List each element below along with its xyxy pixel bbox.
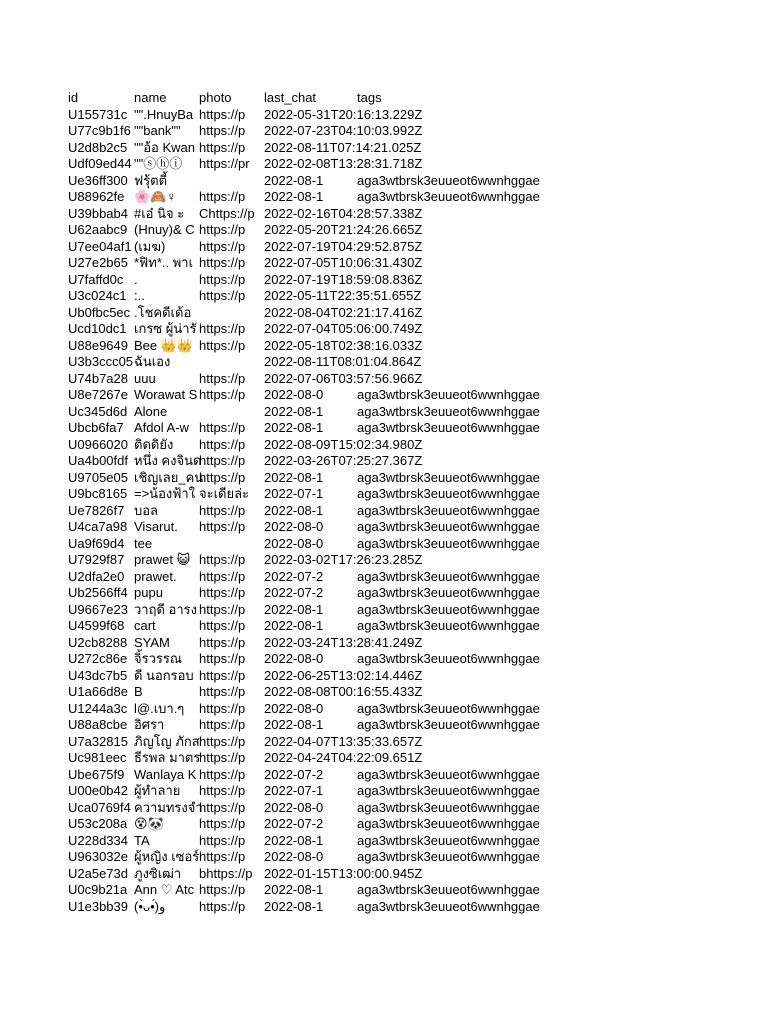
- cell-photo: https://p: [199, 684, 246, 699]
- cell-id: U1e3bb39: [68, 898, 128, 914]
- cell-name: uuu: [134, 370, 156, 386]
- cell-tags: aga3wtbrsk3euueot6wwnhggae: [357, 601, 540, 617]
- cell-id: U3c024c1: [68, 288, 127, 303]
- cell-last-chat: 2022-08-1: [264, 618, 324, 633]
- cell-name: ภิญโญ ภักส: [134, 733, 200, 749]
- cell-id: U7faffd0c: [68, 271, 124, 287]
- cell-name: ภูงซิเฒ่า: [134, 865, 182, 881]
- cell-id: U272c86e: [68, 651, 128, 666]
- cell-name: จิ้รวรรณ: [134, 651, 182, 666]
- cell-last-chat: 2022-04-07T13:35:33.657Z: [264, 733, 423, 749]
- cell-name: เชิญเลย_คน: [134, 469, 204, 485]
- cell-id: U9bc8165: [68, 486, 128, 501]
- cell-photo: https://p: [199, 849, 246, 864]
- cell-photo: https://p: [199, 585, 246, 600]
- cell-id: U2d8b2c5: [68, 139, 128, 155]
- cell-name: (Hnuy)& C: [134, 222, 195, 237]
- cell-tags: aga3wtbrsk3euueot6wwnhggae: [357, 387, 540, 402]
- cell-id: Ub2566ff4: [68, 585, 128, 600]
- cell-last-chat: 2022-01-15T13:00:00.945Z: [264, 865, 423, 881]
- cell-id: U77c9b1f6: [68, 123, 131, 138]
- cell-id: U4ca7a98: [68, 519, 128, 534]
- cell-name: Visarut.: [134, 519, 178, 534]
- column-header-id: id: [68, 90, 79, 105]
- cell-tags: aga3wtbrsk3euueot6wwnhggae: [357, 898, 540, 914]
- cell-tags: aga3wtbrsk3euueot6wwnhggae: [357, 420, 540, 435]
- cell-id: U00e0b42: [68, 783, 128, 798]
- cell-id: U1a66d8e: [68, 684, 128, 699]
- cell-name: ติดดิยัง: [134, 436, 174, 452]
- cell-name: l@.เบา.ๆ: [134, 700, 185, 716]
- cell-id: U155731c: [68, 106, 128, 122]
- cell-last-chat: 2022-04-24T04:22:09.651Z: [264, 750, 423, 765]
- cell-photo: https://p: [199, 519, 246, 534]
- cell-tags: aga3wtbrsk3euueot6wwnhggae: [357, 535, 540, 551]
- cell-tags: aga3wtbrsk3euueot6wwnhggae: [357, 568, 540, 584]
- cell-last-chat: 2022-03-02T17:26:23.285Z: [264, 552, 423, 567]
- cell-tags: aga3wtbrsk3euueot6wwnhggae: [357, 403, 540, 419]
- cell-photo: https://p: [199, 139, 246, 155]
- cell-name: หนึ่ง คงจินด: [134, 453, 202, 468]
- cell-last-chat: 2022-08-1: [264, 403, 324, 419]
- cell-last-chat: 2022-08-11T08:01:04.864Z: [264, 354, 422, 369]
- cell-id: Udf09ed44: [68, 156, 132, 171]
- cell-name: ธีรพล มาตร: [134, 750, 201, 765]
- cell-id: U0c9b21a: [68, 882, 128, 897]
- cell-id: Ua9f69d4: [68, 535, 125, 551]
- cell-photo: https://p: [199, 123, 246, 138]
- cell-name: prawet 😺: [134, 552, 191, 567]
- cell-name: ผู้หญิง เซอร์: [134, 849, 200, 864]
- cell-photo: https://p: [199, 799, 246, 815]
- cell-photo: https://p: [199, 618, 246, 633]
- cell-id: U1244a3c: [68, 700, 128, 716]
- cell-id: U88a8cbe: [68, 717, 128, 732]
- cell-id: U7ee04af1: [68, 238, 132, 254]
- cell-id: U88e9649: [68, 337, 128, 353]
- cell-photo: https://p: [199, 568, 246, 584]
- cell-photo: https://p: [199, 453, 246, 468]
- cell-name: ดี นอกรอบ: [134, 667, 194, 683]
- cell-name: ฉันเอง: [134, 354, 171, 369]
- cell-last-chat: 2022-05-11T22:35:51.655Z: [264, 288, 422, 303]
- cell-last-chat: 2022-08-1: [264, 502, 324, 518]
- cell-name: ฟรุ้ตตี้: [134, 172, 168, 188]
- cell-tags: aga3wtbrsk3euueot6wwnhggae: [357, 816, 540, 831]
- cell-last-chat: 2022-02-16T04:28:57.338Z: [264, 205, 423, 221]
- cell-last-chat: 2022-08-1: [264, 469, 324, 485]
- cell-id: U7929f87: [68, 552, 125, 567]
- cell-name: cart: [134, 618, 156, 633]
- cell-id: U3b3ccc05: [68, 354, 134, 369]
- cell-last-chat: 2022-08-11T07:14:21.025Z: [264, 139, 422, 155]
- cell-last-chat: 2022-05-20T21:24:26.665Z: [264, 222, 423, 237]
- cell-tags: aga3wtbrsk3euueot6wwnhggae: [357, 849, 540, 864]
- cell-photo: https://p: [199, 288, 246, 303]
- cell-photo: https://p: [199, 436, 246, 452]
- cell-photo: https://p: [199, 750, 246, 765]
- cell-photo: https://p: [199, 387, 246, 402]
- cell-name: Worawat S: [134, 387, 198, 402]
- cell-last-chat: 2022-06-25T13:02:14.446Z: [264, 667, 423, 683]
- cell-last-chat: 2022-08-0: [264, 799, 324, 815]
- cell-photo: https://p: [199, 766, 246, 782]
- cell-name: pupu: [134, 585, 163, 600]
- cell-name: 🌸🙈♀: [134, 189, 177, 204]
- cell-photo: https://p: [199, 337, 246, 353]
- cell-photo: https://pr: [199, 156, 250, 171]
- cell-photo: https://p: [199, 238, 246, 254]
- cell-last-chat: 2022-08-1: [264, 601, 324, 617]
- cell-last-chat: 2022-05-18T02:38:16.033Z: [264, 337, 423, 353]
- cell-name: (เมฆ): [134, 238, 166, 254]
- cell-last-chat: 2022-07-04T05:06:00.749Z: [264, 321, 423, 336]
- cell-photo: https://p: [199, 898, 246, 914]
- cell-photo: https://p: [199, 420, 246, 435]
- cell-id: U9667e23: [68, 601, 128, 617]
- cell-tags: aga3wtbrsk3euueot6wwnhggae: [357, 469, 540, 485]
- cell-name: (•̀ᴗ•́)و: [134, 898, 166, 914]
- cell-name: "".HnuyBa: [134, 106, 194, 122]
- cell-tags: aga3wtbrsk3euueot6wwnhggae: [357, 486, 540, 501]
- cell-photo: https://p: [199, 222, 246, 237]
- cell-id: Uc981eec: [68, 750, 127, 765]
- cell-last-chat: 2022-08-1: [264, 898, 324, 914]
- cell-last-chat: 2022-08-09T15:02:34.980Z: [264, 436, 423, 452]
- cell-name: .โชคดีเด้อ: [134, 304, 192, 320]
- cell-last-chat: 2022-08-1: [264, 189, 324, 204]
- cell-tags: aga3wtbrsk3euueot6wwnhggae: [357, 832, 540, 848]
- cell-photo: https://p: [199, 717, 246, 732]
- cell-photo: https://p: [199, 469, 246, 485]
- cell-photo: https://p: [199, 634, 246, 650]
- cell-last-chat: 2022-08-1: [264, 172, 324, 188]
- cell-photo: https://p: [199, 832, 246, 848]
- cell-last-chat: 2022-07-05T10:06:31.430Z: [264, 255, 423, 270]
- cell-id: U53c208a: [68, 816, 128, 831]
- cell-id: U228d334: [68, 832, 128, 848]
- cell-id: U39bbab4: [68, 205, 128, 221]
- cell-id: U2a5e73d: [68, 865, 128, 881]
- cell-name: prawet.: [134, 568, 177, 584]
- cell-name: 😵🐼: [134, 816, 164, 831]
- cell-tags: aga3wtbrsk3euueot6wwnhggae: [357, 189, 540, 204]
- cell-tags: aga3wtbrsk3euueot6wwnhggae: [357, 585, 540, 600]
- cell-photo: https://p: [199, 816, 246, 831]
- cell-name: Bee 👑👑: [134, 337, 194, 353]
- cell-name: #เอ๋ นิจ ะ: [134, 205, 185, 221]
- cell-photo: https://p: [199, 700, 246, 716]
- cell-name: *ฟิท*.. พาเ: [134, 255, 194, 270]
- column-header-name: name: [134, 90, 167, 105]
- cell-last-chat: 2022-08-0: [264, 849, 324, 864]
- cell-last-chat: 2022-07-1: [264, 783, 324, 798]
- cell-photo: bhttps://p: [199, 865, 253, 881]
- cell-id: Ucd10dc1: [68, 321, 127, 336]
- cell-id: Uc345d6d: [68, 403, 128, 419]
- cell-id: Ue36ff300: [68, 172, 128, 188]
- cell-photo: https://p: [199, 502, 246, 518]
- cell-name: วาฤดี อารง: [134, 601, 197, 617]
- cell-tags: aga3wtbrsk3euueot6wwnhggae: [357, 783, 540, 798]
- cell-photo: https://p: [199, 552, 246, 567]
- cell-last-chat: 2022-08-0: [264, 700, 324, 716]
- cell-last-chat: 2022-07-2: [264, 568, 324, 584]
- cell-last-chat: 2022-03-26T07:25:27.367Z: [264, 453, 423, 468]
- cell-last-chat: 2022-07-2: [264, 816, 324, 831]
- cell-last-chat: 2022-03-24T13:28:41.249Z: [264, 634, 423, 650]
- cell-last-chat: 2022-08-1: [264, 717, 324, 732]
- cell-id: U2dfa2e0: [68, 568, 125, 584]
- cell-name: :..: [134, 288, 145, 303]
- cell-id: U27e2b65: [68, 255, 128, 270]
- cell-name: Afdol A-w: [134, 420, 189, 435]
- cell-name: ""อ้อ Kwan: [134, 139, 195, 155]
- cell-id: Uca0769f4: [68, 799, 131, 815]
- cell-name: Ann ♡ Atc: [134, 882, 195, 897]
- cell-photo: https://p: [199, 651, 246, 666]
- cell-last-chat: 2022-02-08T13:28:31.718Z: [264, 156, 423, 171]
- cell-last-chat: 2022-07-2: [264, 766, 324, 782]
- cell-photo: จะเดียล่ะ: [199, 486, 250, 501]
- cell-name: SYAM: [134, 634, 170, 650]
- cell-name: ""ⓢⓗⓘ: [134, 156, 183, 171]
- cell-last-chat: 2022-07-1: [264, 486, 324, 501]
- cell-name: B: [134, 684, 143, 699]
- cell-id: Ue7826f7: [68, 502, 125, 518]
- cell-last-chat: 2022-08-0: [264, 387, 324, 402]
- cell-id: U62aabc9: [68, 222, 128, 237]
- cell-photo: https://p: [199, 271, 246, 287]
- cell-name: Wanlaya K: [134, 766, 197, 782]
- cell-tags: aga3wtbrsk3euueot6wwnhggae: [357, 799, 540, 815]
- cell-name: .: [134, 271, 138, 287]
- cell-id: Ua4b00fdf: [68, 453, 128, 468]
- cell-name: ผู้ทำลาย: [134, 783, 181, 798]
- cell-id: Ubcb6fa7: [68, 420, 124, 435]
- cell-id: U2cb8288: [68, 634, 128, 650]
- cell-id: U7a32815: [68, 733, 128, 749]
- cell-last-chat: 2022-05-31T20:16:13.229Z: [264, 106, 423, 122]
- cell-name: =>น้องฟ้าใ: [134, 486, 196, 501]
- cell-tags: aga3wtbrsk3euueot6wwnhggae: [357, 766, 540, 782]
- cell-name: อิศรา: [134, 717, 165, 732]
- cell-id: U43dc7b5: [68, 667, 128, 683]
- cell-tags: aga3wtbrsk3euueot6wwnhggae: [357, 519, 540, 534]
- cell-last-chat: 2022-08-0: [264, 535, 324, 551]
- cell-id: Ube675f9: [68, 766, 125, 782]
- cell-name: ความทรงจำ: [134, 799, 203, 815]
- cell-last-chat: 2022-07-06T03:57:56.966Z: [264, 370, 423, 386]
- cell-id: U9705e05: [68, 469, 128, 485]
- cell-photo: https://p: [199, 189, 246, 204]
- cell-last-chat: 2022-07-23T04:10:03.992Z: [264, 123, 423, 138]
- cell-photo: https://p: [199, 321, 246, 336]
- cell-name: เกรซ ผู้น่ารั: [134, 321, 197, 336]
- cell-last-chat: 2022-07-2: [264, 585, 324, 600]
- cell-photo: https://p: [199, 370, 246, 386]
- cell-name: TA: [134, 832, 150, 848]
- cell-last-chat: 2022-08-1: [264, 882, 324, 897]
- cell-last-chat: 2022-08-1: [264, 420, 324, 435]
- column-header-tags: tags: [357, 90, 382, 105]
- cell-id: U4599f68: [68, 618, 125, 633]
- cell-name: Alone: [134, 403, 168, 419]
- cell-tags: aga3wtbrsk3euueot6wwnhggae: [357, 618, 540, 633]
- cell-id: U963032e: [68, 849, 128, 864]
- cell-last-chat: 2022-08-0: [264, 651, 324, 666]
- cell-tags: aga3wtbrsk3euueot6wwnhggae: [357, 172, 540, 188]
- cell-photo: https://p: [199, 106, 246, 122]
- cell-photo: https://p: [199, 783, 246, 798]
- cell-last-chat: 2022-07-19T04:29:52.875Z: [264, 238, 423, 254]
- cell-last-chat: 2022-08-0: [264, 519, 324, 534]
- cell-tags: aga3wtbrsk3euueot6wwnhggae: [357, 882, 540, 897]
- cell-id: Ub0fbc5ec: [68, 304, 131, 320]
- cell-id: U8e7267e: [68, 387, 128, 402]
- cell-photo: https://p: [199, 733, 246, 749]
- cell-name: tee: [134, 535, 153, 551]
- cell-id: U0966020: [68, 436, 128, 452]
- column-header-last-chat: last_chat: [264, 90, 317, 105]
- cell-tags: aga3wtbrsk3euueot6wwnhggae: [357, 502, 540, 518]
- cell-name: ""bank"": [134, 123, 181, 138]
- cell-photo: https://p: [199, 667, 246, 683]
- cell-photo: https://p: [199, 255, 246, 270]
- column-header-photo: photo: [199, 90, 232, 105]
- cell-tags: aga3wtbrsk3euueot6wwnhggae: [357, 700, 540, 716]
- cell-photo: https://p: [199, 882, 246, 897]
- cell-tags: aga3wtbrsk3euueot6wwnhggae: [357, 651, 540, 666]
- cell-last-chat: 2022-08-1: [264, 832, 324, 848]
- cell-last-chat: 2022-07-19T18:59:08.836Z: [264, 271, 423, 287]
- cell-last-chat: 2022-08-08T00:16:55.433Z: [264, 684, 423, 699]
- cell-id: U74b7a28: [68, 370, 128, 386]
- cell-name: บอล: [134, 502, 159, 518]
- cell-photo: https://p: [199, 601, 246, 617]
- cell-photo: Chttps://p: [199, 205, 255, 221]
- cell-last-chat: 2022-08-04T02:21:17.416Z: [264, 304, 423, 320]
- cell-id: U88962fe: [68, 189, 125, 204]
- cell-tags: aga3wtbrsk3euueot6wwnhggae: [357, 717, 540, 732]
